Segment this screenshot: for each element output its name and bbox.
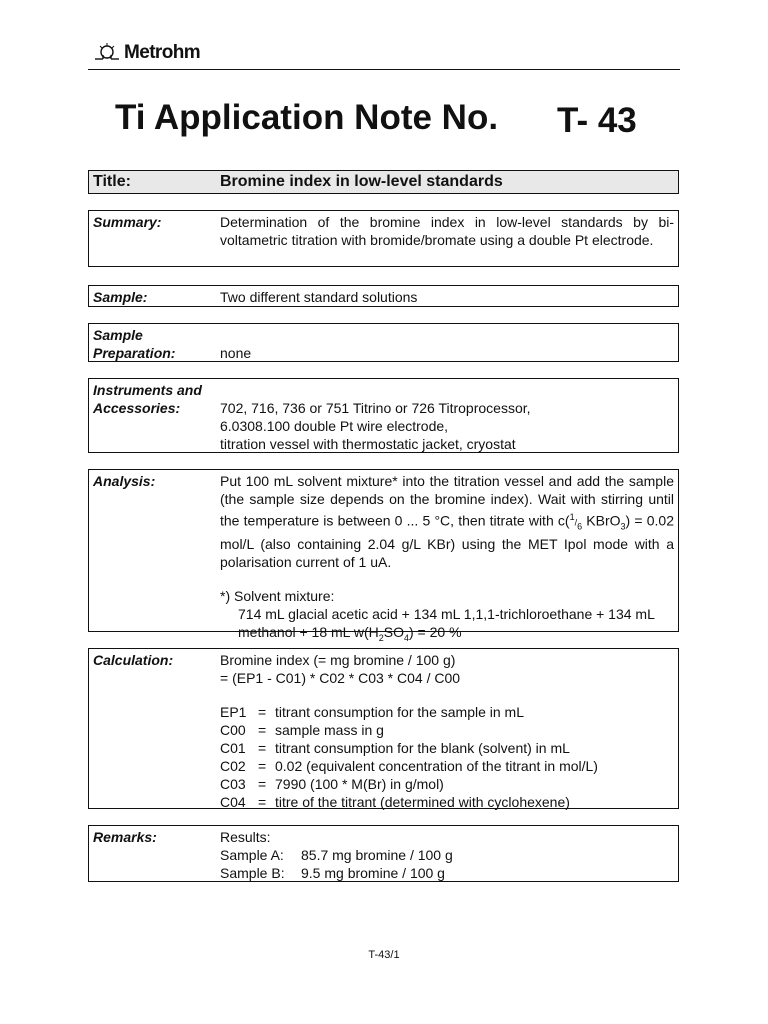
solvent-note-text: 714 mL glacial acetic acid + 134 mL 1,1,1-trichloroethane + 134 mL methanol + 18 mL $w(H_2SO_4) = 20$ % <box>238 606 655 644</box>
variable-row: C02 = 0.02 (equivalent concentration of the titrant in mol/L) <box>220 758 598 774</box>
title-value: Bromine index in low-level standards <box>220 173 503 190</box>
instruments-label-line2: Accessories: <box>93 400 181 416</box>
instruments-section <box>88 378 679 453</box>
sample-preparation-text: none <box>220 345 252 361</box>
calculation-label: Calculation: <box>93 652 174 668</box>
instruments-list <box>220 399 674 453</box>
calculation-section <box>88 648 679 809</box>
sample-text: Two different standard solutions <box>220 289 418 305</box>
results-label: Results: <box>220 829 271 845</box>
summary-section <box>88 210 679 267</box>
summary-label: Summary: <box>93 214 162 230</box>
variable-row: C01 = titrant consumption for the blank (solvent) in mL <box>220 740 570 756</box>
instruments-label <box>93 381 202 417</box>
title-label: Title: <box>93 173 131 190</box>
remarks-content <box>220 828 674 882</box>
analysis-paragraph: Put 100 mL solvent mixture* into the titration vessel and add the sample (the sample size depends on the bromine index). Wait with stirring until the temperature is between 0 ... 5 °C, then titrate with $c(^1/_6$ KBrO$_3$) = 0.02 mol/L (also containing 2.04 g/L KBr) using the MET Ipol mode with a polarisation current of 1 uA. <box>220 473 674 571</box>
summary-text: Determination of the bromine index in low-level standards by bi-voltametric titration with bromide/bromate using a double Pt electrode. <box>220 214 674 248</box>
metrohm-logo-icon <box>92 42 122 64</box>
document-title: Ti Application Note No. <box>115 98 499 137</box>
variable-row: C04 = titre of the titrant (determined with cyclohexene) <box>220 794 570 810</box>
sample-preparation-label-line1: Sample <box>93 327 143 343</box>
variable-row: C03 = 7990 (100 * M(Br) in g/mol) <box>220 776 444 792</box>
title-section <box>88 170 679 194</box>
sample-preparation-label <box>93 326 175 362</box>
variable-row: C00 = sample mass in g <box>220 722 384 738</box>
instruments-label-line1: Instruments and <box>93 382 202 398</box>
page-header <box>88 40 680 70</box>
remarks-section <box>88 825 679 882</box>
brand-logo <box>92 42 200 64</box>
sample-preparation-section <box>88 323 679 362</box>
document-number: T- 43 <box>557 101 637 140</box>
brand-name: Metrohm <box>124 42 201 63</box>
analysis-text <box>220 472 674 647</box>
instrument-line: 6.0308.100 double Pt wire electrode, <box>220 418 449 434</box>
sample-section <box>88 285 679 307</box>
result-row: Sample B: 9.5 mg bromine / 100 g <box>220 865 445 881</box>
formula-line: = (EP1 - C01) * C02 * C03 * C04 / C00 <box>220 670 461 686</box>
analysis-section <box>88 469 679 644</box>
instrument-line: titration vessel with thermostatic jacket, cryostat <box>220 436 516 452</box>
remarks-label: Remarks: <box>93 829 157 845</box>
instrument-line: 702, 716, 736 or 751 Titrino or 726 Titroprocessor, <box>220 400 531 416</box>
page-number: T-43/1 <box>368 949 400 961</box>
analysis-label: Analysis: <box>93 473 156 489</box>
sample-label: Sample: <box>93 289 148 305</box>
sample-preparation-label-line2: Preparation: <box>93 345 176 361</box>
solvent-note-title: *) Solvent mixture: <box>220 588 335 605</box>
variable-row: EP1 = titrant consumption for the sample in mL <box>220 704 525 720</box>
formula-line: Bromine index (= mg bromine / 100 g) <box>220 652 456 668</box>
result-row: Sample A: 85.7 mg bromine / 100 g <box>220 847 453 863</box>
calculation-content <box>220 651 674 811</box>
